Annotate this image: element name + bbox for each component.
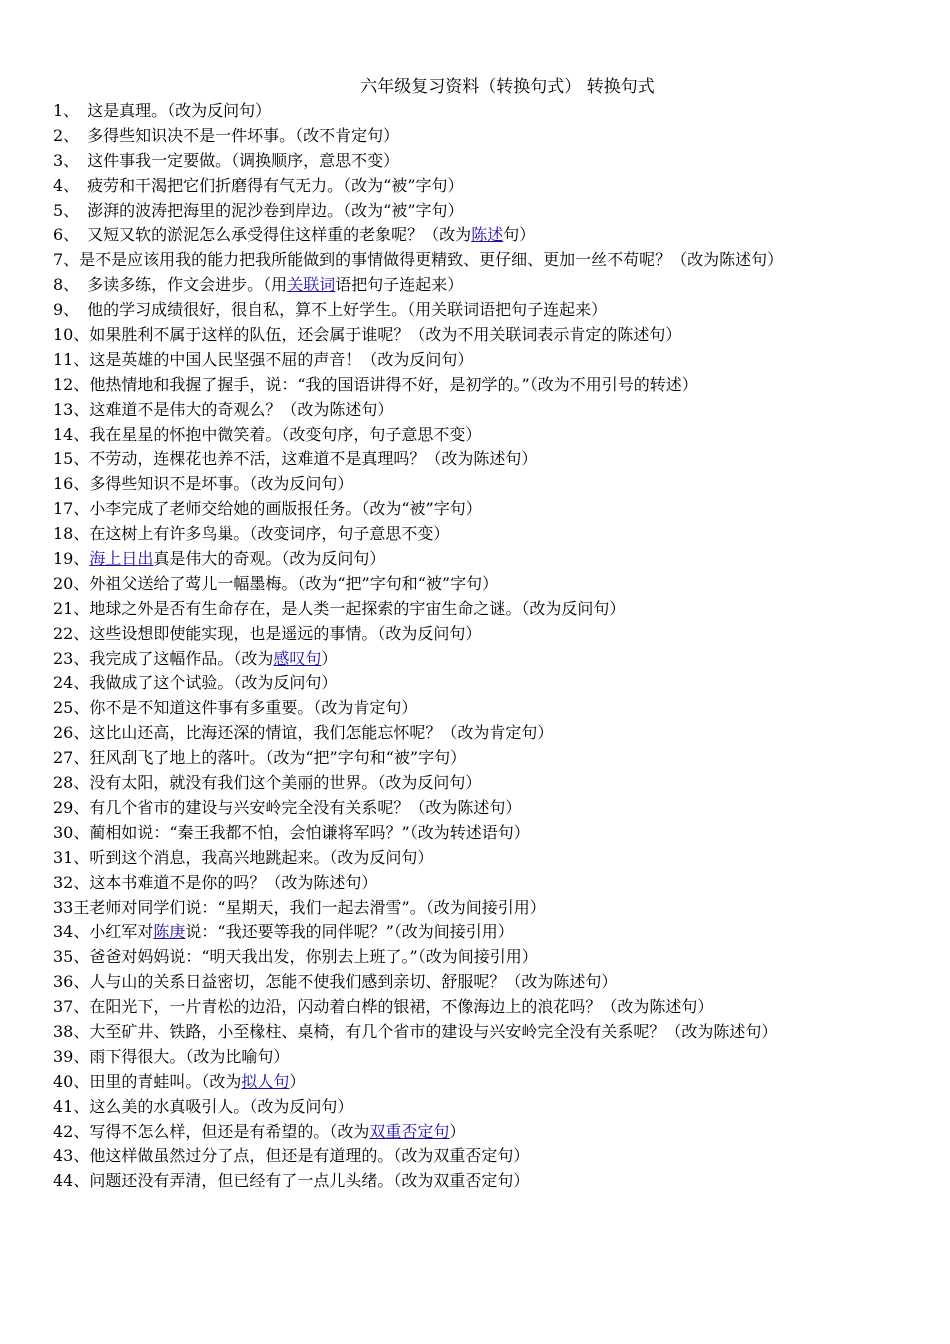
exercise-item [53,945,943,970]
exercise-item [53,124,943,149]
exercise-text: 6、 又短又软的淤泥怎么承受得住这样重的老象呢？（改为 [53,225,472,245]
exercise-text: 42、写得不怎么样，但还是有希望的。（改为 [53,1121,370,1141]
exercise-item [53,796,943,821]
exercise-text: 37、在阳光下，一片青松的边沿，闪动着白桦的银裙，不像海边上的浪花吗？（改为陈述句） [53,997,714,1017]
exercise-item [53,721,943,746]
exercise-item [53,821,943,846]
exercise-text: 44、问题还没有弄清，但已经有了一点儿头绪。（改为双重否定句） [53,1171,530,1191]
term-link[interactable]: 陈述 [471,225,504,245]
exercise-text: 5、 澎湃的波涛把海里的泥沙卷到岸边。（改为“被”字句） [53,200,464,220]
exercise-item [53,771,943,796]
exercise-text: 18、在这树上有许多鸟巢。（改变词序，句子意思不变） [53,524,450,544]
exercise-item [53,323,943,348]
exercise-item [53,1144,943,1169]
exercise-item [53,373,943,398]
exercise-text: 27、狂风刮飞了地上的落叶。（改为“把”字句和“被”字句） [53,748,467,768]
exercise-text: 33王老师对同学们说：“星期天，我们一起去滑雪”。（改为间接引用） [53,897,546,917]
exercise-item [53,1045,943,1070]
exercise-text: 24、我做成了这个试验。（改为反问句） [53,673,338,693]
exercise-item [53,273,943,298]
exercise-item [53,149,943,174]
exercise-text: 40、田里的青蛙叫。（改为 [53,1071,242,1091]
exercise-item [53,298,943,323]
exercise-item [53,1120,943,1145]
exercise-text: 14、我在星星的怀抱中微笑着。（改变句序，句子意思不变） [53,424,482,444]
exercise-item [53,970,943,995]
exercise-item [53,99,943,124]
exercise-text: 35、爸爸对妈妈说：“明天我出发，你别去上班了。”（改为间接引用） [53,947,538,967]
page-title: 六年级复习资料（转换句式） 转换句式 [360,77,655,97]
exercise-text: ） [321,648,338,668]
exercise-item [53,1169,943,1194]
exercise-text: 19、 [53,549,90,569]
exercise-item [53,622,943,647]
exercise-text: 15、不劳动，连棵花也养不活，这难道不是真理吗？（改为陈述句） [53,449,538,469]
exercise-item [53,696,943,721]
exercise-text: 22、这些设想即使能实现，也是遥远的事情。（改为反问句） [53,623,482,643]
exercise-item [53,522,943,547]
exercise-item [53,447,943,472]
exercise-text: 29、有几个省市的建设与兴安岭完全没有关系呢？（改为陈述句） [53,797,522,817]
exercise-text: 26、这比山还高，比海还深的情谊，我们怎能忘怀呢？（改为肯定句） [53,723,554,743]
exercise-text: 3、 这件事我一定要做。（调换顺序，意思不变） [53,150,400,170]
term-link[interactable]: 拟人句 [241,1071,290,1091]
exercise-text: 31、听到这个消息，我高兴地跳起来。（改为反问句） [53,847,434,867]
exercise-text: 32、这本书难道不是你的吗？（改为陈述句） [53,872,378,892]
exercise-item [53,572,943,597]
exercise-text: 25、你不是不知道这件事有多重要。（改为肯定句） [53,698,418,718]
term-link[interactable]: 陈庚 [153,922,186,942]
exercise-text: 20、外祖父送给了莺儿一幅墨梅。（改为“把”字句和“被”字句） [53,573,499,593]
exercise-item [53,1070,943,1095]
exercise-text: 8、 多读多练，作文会进步。（用 [53,275,288,295]
exercise-text: 1、 这是真理。（改为反问句） [53,101,272,120]
exercise-text: 2、 多得些知识决不是一件坏事。（改不肯定句） [53,125,400,145]
exercise-item [53,1095,943,1120]
exercise-list [53,99,943,1194]
exercise-item [53,846,943,871]
exercise-item [53,597,943,622]
exercise-item [53,472,943,497]
exercise-text: 34、小红军对 [53,922,154,942]
exercise-text: 39、雨下得很大。（改为比喻句） [53,1046,290,1066]
exercise-item [53,348,943,373]
exercise-item [53,423,943,448]
term-link[interactable]: 感叹句 [273,648,322,668]
exercise-text: 38、大至矿井、铁路，小至椽柱、桌椅，有几个省市的建设与兴安岭完全没有关系呢？（改为陈述句） [53,1021,778,1041]
exercise-text: 43、他这样做虽然过分了点，但还是有道理的。（改为双重否定句） [53,1146,530,1166]
exercise-text: 23、我完成了这幅作品。（改为 [53,648,274,668]
exercise-item [53,647,943,672]
exercise-text: 4、 疲劳和干渴把它们折磨得有气无力。（改为“被”字句） [53,175,464,195]
exercise-item [53,248,943,273]
exercise-text: ） [449,1121,466,1141]
exercise-item [53,896,943,921]
exercise-text: 41、这么美的水真吸引人。（改为反问句） [53,1096,354,1116]
exercise-text: 36、人与山的关系日益密切，怎能不使我们感到亲切、舒服呢？（改为陈述句） [53,972,618,992]
term-link[interactable]: 关联词 [287,275,336,295]
exercise-item [53,671,943,696]
exercise-text: 10、如果胜利不属于这样的队伍，还会属于谁呢？（改为不用关联词表示肯定的陈述句） [53,325,682,345]
exercise-text: 16、多得些知识不是坏事。（改为反问句） [53,474,354,494]
exercise-text: 9、 他的学习成绩很好，很自私，算不上好学生。（用关联词语把句子连起来） [53,300,608,320]
exercise-item [53,199,943,224]
exercise-text: ） [289,1071,306,1091]
exercise-item [53,1020,943,1045]
exercise-text: 28、没有太阳，就没有我们这个美丽的世界。（改为反问句） [53,773,482,793]
exercise-text: 21、地球之外是否有生命存在，是人类一起探索的宇宙生命之谜。（改为反问句） [53,598,626,618]
exercise-item [53,174,943,199]
exercise-item [53,995,943,1020]
exercise-text: 12、他热情地和我握了握手，说：“我的国语讲得不好，是初学的。”（改为不用引号的转述） [53,374,698,394]
exercise-item [53,871,943,896]
term-link[interactable]: 海上日出 [89,549,154,569]
exercise-item [53,497,943,522]
exercise-item [53,398,943,423]
exercise-text: 7、是不是应该用我的能力把我所能做到的事情做得更精致、更仔细、更加一丝不苟呢？（改为陈述句） [53,250,784,270]
exercise-item [53,746,943,771]
exercise-item [53,547,943,572]
exercise-text: 真是伟大的奇观。（改为反问句） [153,549,386,569]
exercise-text: 语把句子连起来） [335,275,464,295]
exercise-text: 13、这难道不是伟大的奇观么？（改为陈述句） [53,399,394,419]
exercise-item [53,920,943,945]
term-link[interactable]: 双重否定句 [369,1121,450,1141]
exercise-text: 说：“我还要等我的同伴呢？”（改为间接引用） [185,922,514,942]
exercise-item [53,223,943,248]
exercise-text: 11、这是英雄的中国人民坚强不屈的声音！（改为反问句） [53,349,474,369]
exercise-text: 句） [503,225,536,245]
exercise-text: 30、蔺相如说：“秦王我都不怕，会怕谦将军吗？”（改为转述语句） [53,822,530,842]
exercise-text: 17、小李完成了老师交给她的画版报任务。（改为“被”字句） [53,499,482,519]
